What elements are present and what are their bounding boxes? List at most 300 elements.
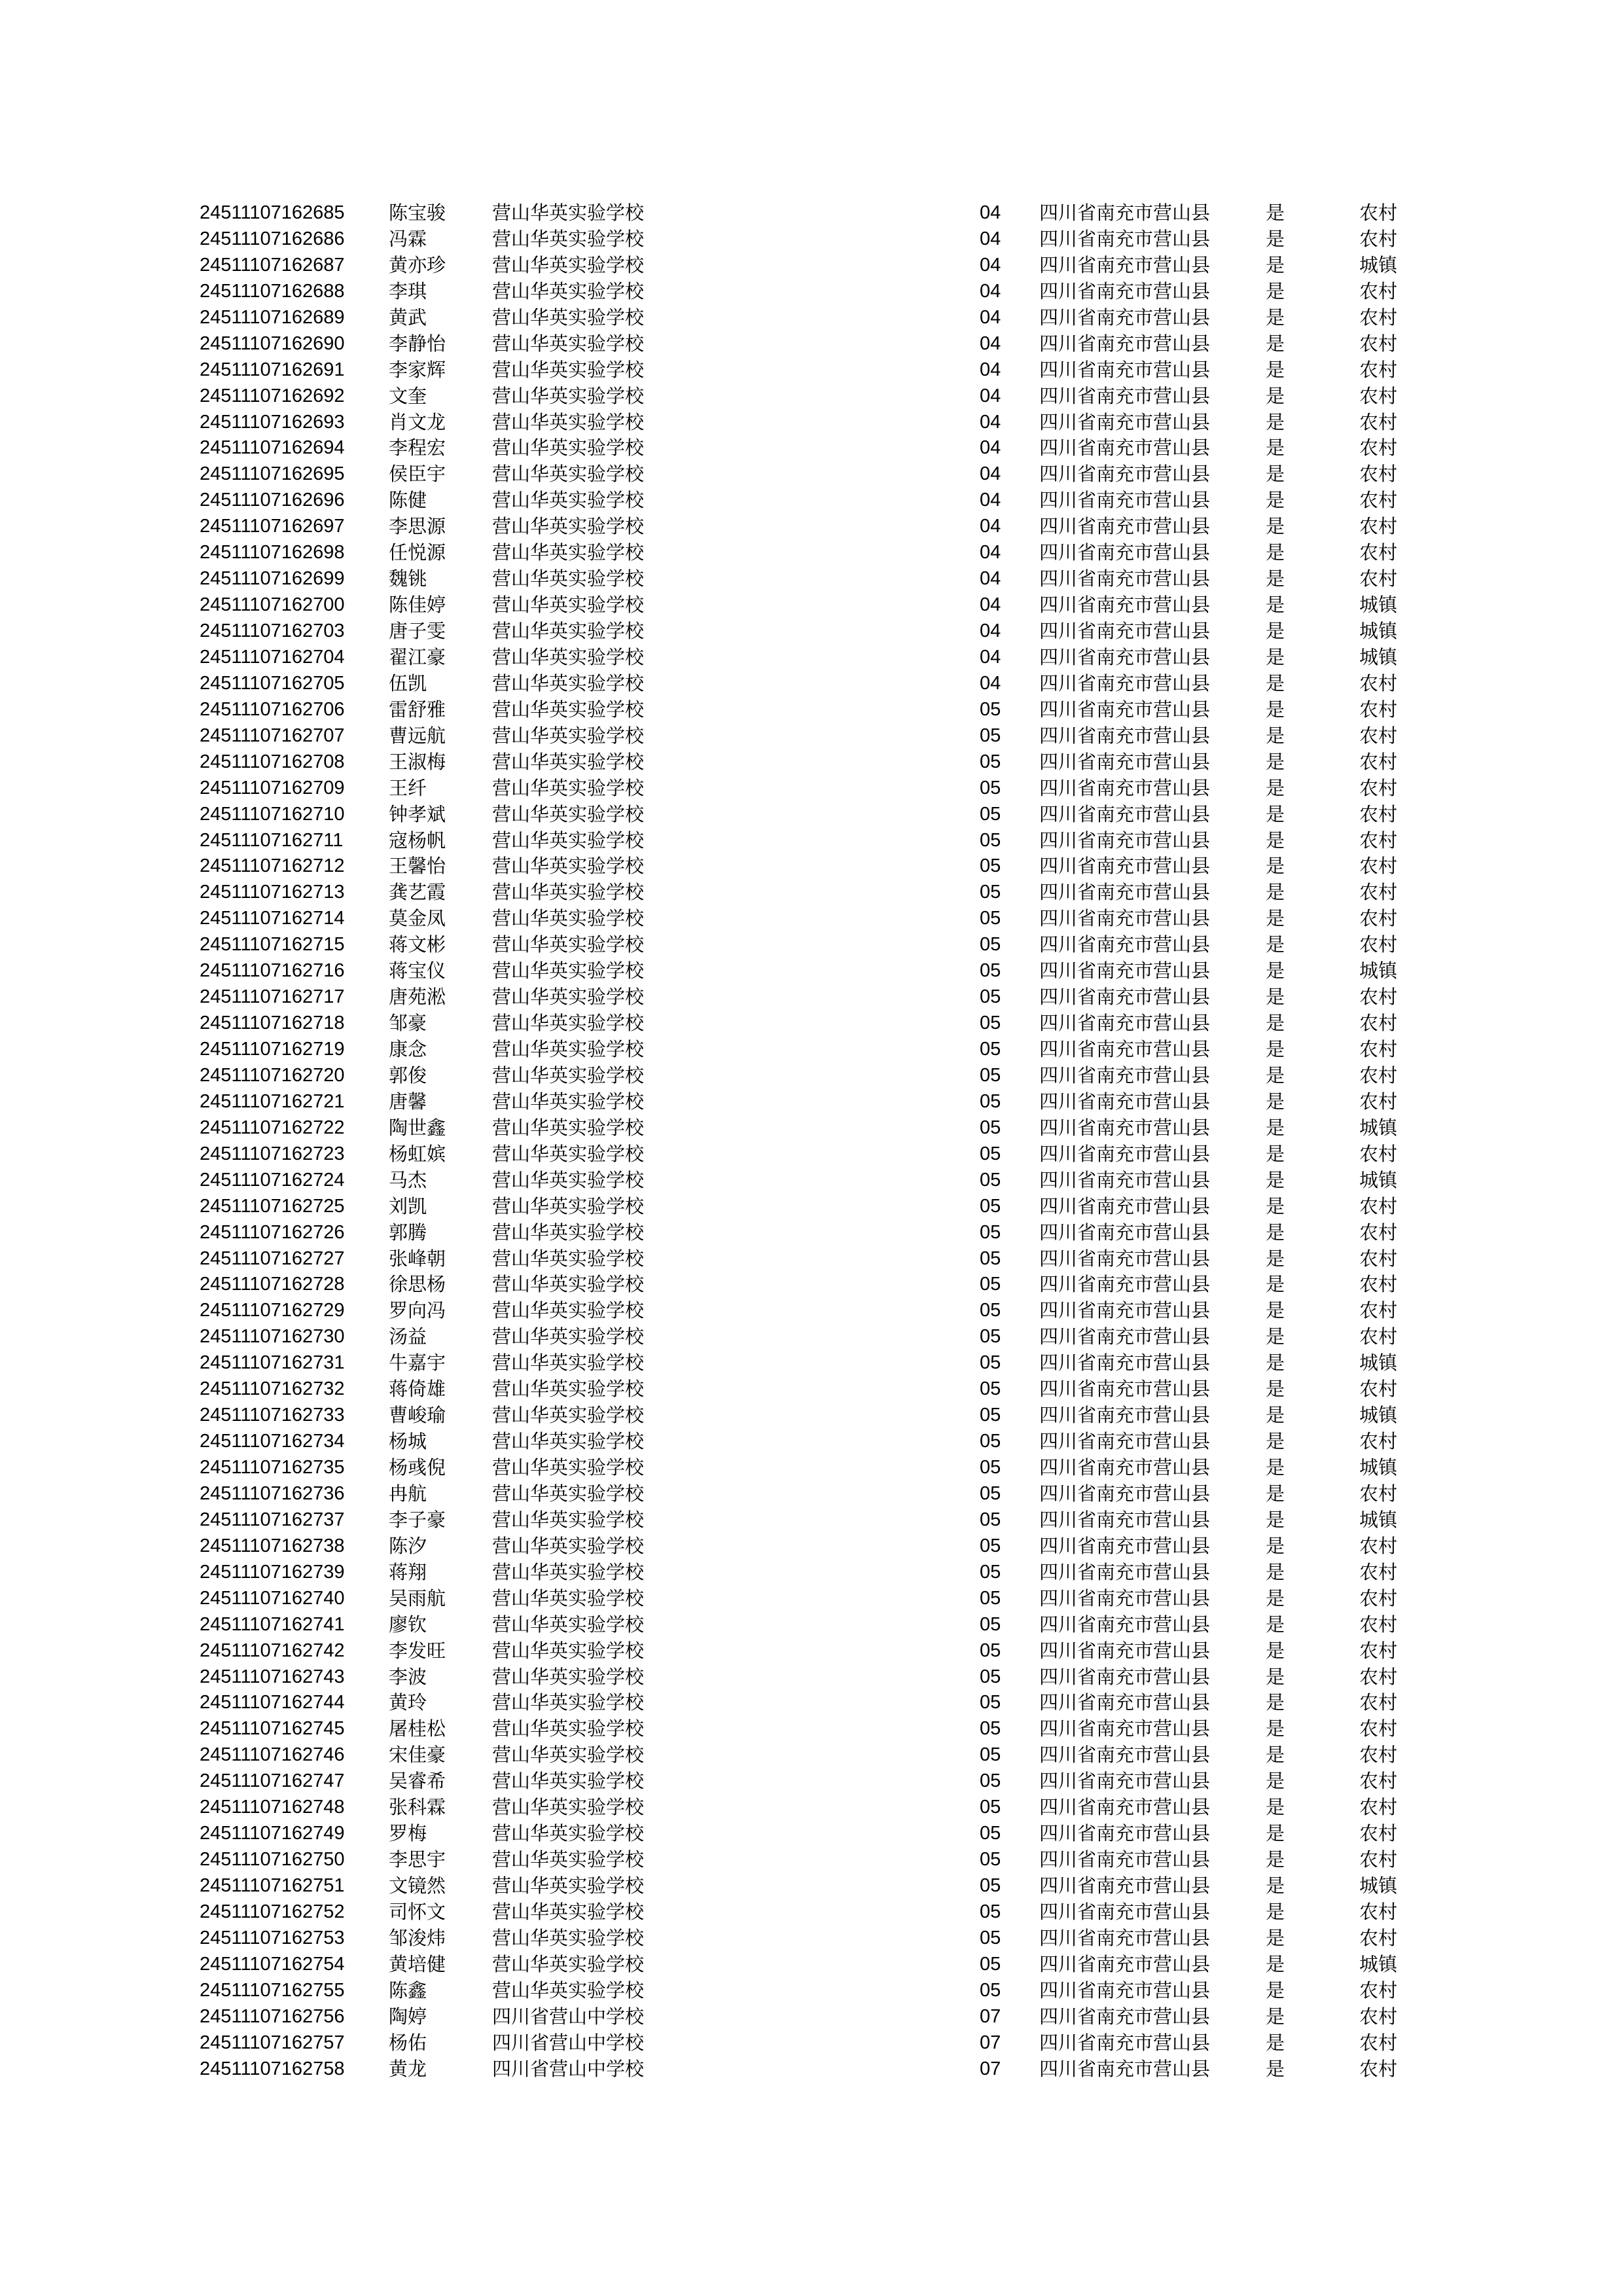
flag-cell: 是 <box>1266 1770 1285 1793</box>
student-name-cell: 郭俊 <box>389 1064 427 1086</box>
school-cell: 营山华英实验学校 <box>492 541 645 564</box>
table-row <box>0 1847 1623 1873</box>
code-cell: 05 <box>980 1378 1001 1400</box>
area-type-cell: 城镇 <box>1359 253 1398 276</box>
area-type-cell: 农村 <box>1359 1900 1398 1923</box>
student-name-cell: 黄培健 <box>389 1952 446 1975</box>
table-row <box>0 1037 1623 1063</box>
table-row <box>0 1978 1623 2004</box>
student-id-cell: 24511107162738 <box>200 1535 345 1556</box>
code-cell: 05 <box>980 1431 1001 1452</box>
table-row <box>0 1952 1623 1978</box>
student-name-cell: 陈鑫 <box>389 1979 427 2001</box>
table-row <box>0 671 1623 697</box>
region-cell: 四川省南充市营山县 <box>1039 1194 1211 1217</box>
table-row <box>0 1350 1623 1376</box>
region-cell: 四川省南充市营山县 <box>1039 515 1211 538</box>
table-row <box>0 305 1623 331</box>
student-name-cell: 唐子雯 <box>389 620 446 642</box>
region-cell: 四川省南充市营山县 <box>1039 1979 1211 2001</box>
code-cell: 05 <box>980 1927 1001 1948</box>
student-name-cell: 陶世鑫 <box>389 1116 446 1139</box>
student-name-cell: 寇杨帆 <box>389 829 446 852</box>
school-cell: 营山华英实验学校 <box>492 1848 645 1871</box>
table-row <box>0 592 1623 619</box>
school-cell: 营山华英实验学校 <box>492 306 645 329</box>
flag-cell: 是 <box>1266 1874 1285 1897</box>
student-name-cell: 李静怡 <box>389 332 446 355</box>
student-name-cell: 陈宝骏 <box>389 202 446 224</box>
student-name-cell: 司怀文 <box>389 1900 446 1923</box>
region-cell: 四川省南充市营山县 <box>1039 463 1211 486</box>
school-cell: 营山华英实验学校 <box>492 1717 645 1740</box>
region-cell: 四川省南充市营山县 <box>1039 1744 1211 1767</box>
student-id-cell: 24511107162712 <box>200 855 345 877</box>
student-name-cell: 唐馨 <box>389 1090 427 1113</box>
table-row <box>0 200 1623 226</box>
student-name-cell: 刘凯 <box>389 1194 427 1217</box>
code-cell: 05 <box>980 777 1001 798</box>
region-cell: 四川省南充市营山县 <box>1039 1534 1211 1557</box>
area-type-cell: 农村 <box>1359 202 1398 224</box>
flag-cell: 是 <box>1266 567 1285 590</box>
school-cell: 营山华英实验学校 <box>492 1691 645 1714</box>
flag-cell: 是 <box>1266 1508 1285 1531</box>
flag-cell: 是 <box>1266 1378 1285 1401</box>
flag-cell: 是 <box>1266 2031 1285 2054</box>
school-cell: 营山华英实验学校 <box>492 855 645 878</box>
student-name-cell: 汤益 <box>389 1325 427 1348</box>
student-name-cell: 李琪 <box>389 279 427 302</box>
school-cell: 营山华英实验学校 <box>492 960 645 982</box>
code-cell: 04 <box>980 672 1001 694</box>
area-type-cell: 城镇 <box>1359 1116 1398 1139</box>
school-cell: 营山华英实验学校 <box>492 1744 645 1767</box>
school-cell: 营山华英实验学校 <box>492 332 645 355</box>
area-type-cell: 城镇 <box>1359 1456 1398 1479</box>
area-type-cell: 农村 <box>1359 1979 1398 2001</box>
area-type-cell: 农村 <box>1359 1717 1398 1740</box>
student-id-cell: 24511107162724 <box>200 1169 345 1191</box>
school-cell: 营山华英实验学校 <box>492 802 645 825</box>
table-row <box>0 776 1623 802</box>
student-name-cell: 曹远航 <box>389 724 446 747</box>
student-id-cell: 24511107162753 <box>200 1927 345 1948</box>
code-cell: 04 <box>980 620 1001 641</box>
flag-cell: 是 <box>1266 1430 1285 1453</box>
table-row <box>0 932 1623 958</box>
region-cell: 四川省南充市营山县 <box>1039 437 1211 459</box>
school-cell: 四川省营山中学校 <box>492 2005 645 2028</box>
code-cell: 04 <box>980 411 1001 433</box>
school-cell: 四川省营山中学校 <box>492 2031 645 2054</box>
student-name-cell: 徐思杨 <box>389 1273 446 1296</box>
code-cell: 05 <box>980 1535 1001 1556</box>
region-cell: 四川省南充市营山县 <box>1039 279 1211 302</box>
region-cell: 四川省南充市营山县 <box>1039 1665 1211 1688</box>
flag-cell: 是 <box>1266 541 1285 564</box>
code-cell: 07 <box>980 2058 1001 2079</box>
flag-cell: 是 <box>1266 202 1285 224</box>
flag-cell: 是 <box>1266 933 1285 956</box>
student-name-cell: 文奎 <box>389 384 427 407</box>
area-type-cell: 农村 <box>1359 1691 1398 1714</box>
flag-cell: 是 <box>1266 1796 1285 1819</box>
code-cell: 05 <box>980 1064 1001 1086</box>
table-row <box>0 1298 1623 1324</box>
region-cell: 四川省南充市营山县 <box>1039 1560 1211 1583</box>
flag-cell: 是 <box>1266 1587 1285 1609</box>
school-cell: 营山华英实验学校 <box>492 1926 645 1949</box>
area-type-cell: 农村 <box>1359 2005 1398 2028</box>
flag-cell: 是 <box>1266 672 1285 694</box>
student-id-cell: 24511107162736 <box>200 1482 345 1504</box>
flag-cell: 是 <box>1266 1979 1285 2001</box>
student-name-cell: 雷舒雅 <box>389 698 446 721</box>
table-row <box>0 566 1623 592</box>
student-id-cell: 24511107162704 <box>200 646 345 668</box>
code-cell: 05 <box>980 1326 1001 1348</box>
student-name-cell: 马杰 <box>389 1168 427 1191</box>
code-cell: 05 <box>980 986 1001 1008</box>
code-cell: 04 <box>980 463 1001 485</box>
code-cell: 04 <box>980 594 1001 616</box>
student-id-cell: 24511107162741 <box>200 1613 345 1635</box>
region-cell: 四川省南充市营山县 <box>1039 960 1211 982</box>
flag-cell: 是 <box>1266 960 1285 982</box>
area-type-cell: 农村 <box>1359 1482 1398 1505</box>
flag-cell: 是 <box>1266 384 1285 407</box>
flag-cell: 是 <box>1266 1168 1285 1191</box>
flag-cell: 是 <box>1266 227 1285 250</box>
school-cell: 营山华英实验学校 <box>492 253 645 276</box>
flag-cell: 是 <box>1266 1325 1285 1348</box>
student-name-cell: 吴雨航 <box>389 1587 446 1609</box>
area-type-cell: 农村 <box>1359 802 1398 825</box>
flag-cell: 是 <box>1266 1012 1285 1035</box>
code-cell: 05 <box>980 1561 1001 1583</box>
student-table <box>0 200 1623 2083</box>
region-cell: 四川省南充市营山县 <box>1039 1168 1211 1191</box>
region-cell: 四川省南充市营山县 <box>1039 829 1211 852</box>
student-id-cell: 24511107162720 <box>200 1064 345 1086</box>
table-row <box>0 1586 1623 1612</box>
student-id-cell: 24511107162709 <box>200 777 345 798</box>
student-name-cell: 廖钦 <box>389 1613 427 1636</box>
code-cell: 05 <box>980 1143 1001 1164</box>
table-row <box>0 1063 1623 1089</box>
student-id-cell: 24511107162747 <box>200 1770 345 1792</box>
school-cell: 营山华英实验学校 <box>492 1665 645 1688</box>
student-id-cell: 24511107162740 <box>200 1587 345 1609</box>
region-cell: 四川省南充市营山县 <box>1039 1430 1211 1453</box>
area-type-cell: 农村 <box>1359 1822 1398 1845</box>
student-id-cell: 24511107162723 <box>200 1143 345 1164</box>
code-cell: 05 <box>980 1482 1001 1504</box>
table-row <box>0 828 1623 854</box>
area-type-cell: 城镇 <box>1359 594 1398 617</box>
table-row <box>0 253 1623 279</box>
student-id-cell: 24511107162755 <box>200 1979 345 2001</box>
code-cell: 05 <box>980 1875 1001 1896</box>
flag-cell: 是 <box>1266 489 1285 512</box>
table-row <box>0 1168 1623 1194</box>
region-cell: 四川省南充市营山县 <box>1039 1952 1211 1975</box>
area-type-cell: 农村 <box>1359 1430 1398 1453</box>
region-cell: 四川省南充市营山县 <box>1039 410 1211 433</box>
student-id-cell: 24511107162727 <box>200 1247 345 1269</box>
table-row <box>0 619 1623 645</box>
flag-cell: 是 <box>1266 253 1285 276</box>
region-cell: 四川省南充市营山县 <box>1039 1482 1211 1505</box>
student-id-cell: 24511107162734 <box>200 1431 345 1452</box>
region-cell: 四川省南充市营山县 <box>1039 2057 1211 2080</box>
table-row <box>0 2056 1623 2083</box>
code-cell: 05 <box>980 1640 1001 1661</box>
code-cell: 05 <box>980 1405 1001 1426</box>
region-cell: 四川省南充市营山县 <box>1039 1822 1211 1845</box>
table-row <box>0 1272 1623 1298</box>
code-cell: 05 <box>980 1221 1001 1243</box>
student-name-cell: 邹浚炜 <box>389 1926 446 1949</box>
flag-cell: 是 <box>1266 855 1285 878</box>
code-cell: 05 <box>980 1117 1001 1138</box>
code-cell: 05 <box>980 1770 1001 1792</box>
region-cell: 四川省南充市营山县 <box>1039 620 1211 642</box>
code-cell: 04 <box>980 254 1001 276</box>
student-id-cell: 24511107162756 <box>200 2005 345 2027</box>
area-type-cell: 农村 <box>1359 541 1398 564</box>
flag-cell: 是 <box>1266 645 1285 668</box>
area-type-cell: 农村 <box>1359 1534 1398 1557</box>
student-name-cell: 黄玲 <box>389 1691 427 1714</box>
flag-cell: 是 <box>1266 1639 1285 1662</box>
school-cell: 营山华英实验学校 <box>492 515 645 538</box>
table-row <box>0 1742 1623 1768</box>
region-cell: 四川省南充市营山县 <box>1039 1221 1211 1244</box>
student-id-cell: 24511107162719 <box>200 1039 345 1060</box>
table-row <box>0 1926 1623 1952</box>
code-cell: 04 <box>980 568 1001 590</box>
student-id-cell: 24511107162732 <box>200 1378 345 1400</box>
code-cell: 05 <box>980 698 1001 720</box>
code-cell: 05 <box>980 1953 1001 1975</box>
table-row <box>0 1089 1623 1115</box>
code-cell: 05 <box>980 1979 1001 2001</box>
code-cell: 04 <box>980 202 1001 223</box>
region-cell: 四川省南充市营山县 <box>1039 2031 1211 2054</box>
region-cell: 四川省南充市营山县 <box>1039 332 1211 355</box>
region-cell: 四川省南充市营山县 <box>1039 1273 1211 1296</box>
flag-cell: 是 <box>1266 829 1285 852</box>
code-cell: 07 <box>980 2005 1001 2027</box>
code-cell: 07 <box>980 2032 1001 2053</box>
school-cell: 营山华英实验学校 <box>492 1090 645 1113</box>
school-cell: 营山华英实验学校 <box>492 933 645 956</box>
student-id-cell: 24511107162745 <box>200 1718 345 1740</box>
flag-cell: 是 <box>1266 1482 1285 1505</box>
code-cell: 05 <box>980 1718 1001 1740</box>
area-type-cell: 农村 <box>1359 437 1398 459</box>
code-cell: 05 <box>980 1013 1001 1034</box>
area-type-cell: 农村 <box>1359 332 1398 355</box>
table-row <box>0 723 1623 749</box>
student-id-cell: 24511107162737 <box>200 1509 345 1530</box>
flag-cell: 是 <box>1266 1665 1285 1688</box>
student-name-cell: 李发旺 <box>389 1639 446 1662</box>
table-row <box>0 958 1623 984</box>
school-cell: 营山华英实验学校 <box>492 1325 645 1348</box>
table-row <box>0 853 1623 880</box>
school-cell: 营山华英实验学校 <box>492 1560 645 1583</box>
student-name-cell: 张科霖 <box>389 1796 446 1819</box>
table-row <box>0 2030 1623 2056</box>
region-cell: 四川省南充市营山县 <box>1039 306 1211 329</box>
student-id-cell: 24511107162742 <box>200 1640 345 1661</box>
area-type-cell: 农村 <box>1359 515 1398 538</box>
student-id-cell: 24511107162700 <box>200 594 345 616</box>
student-name-cell: 牛嘉宇 <box>389 1352 446 1374</box>
student-id-cell: 24511107162744 <box>200 1692 345 1713</box>
table-row <box>0 1115 1623 1141</box>
student-name-cell: 翟江豪 <box>389 645 446 668</box>
school-cell: 营山华英实验学校 <box>492 1430 645 1453</box>
student-id-cell: 24511107162699 <box>200 568 345 590</box>
table-row <box>0 1716 1623 1742</box>
table-row <box>0 1429 1623 1455</box>
student-id-cell: 24511107162718 <box>200 1013 345 1034</box>
code-cell: 04 <box>980 280 1001 302</box>
code-cell: 05 <box>980 803 1001 825</box>
school-cell: 营山华英实验学校 <box>492 1064 645 1086</box>
code-cell: 05 <box>980 1509 1001 1530</box>
school-cell: 营山华英实验学校 <box>492 1456 645 1479</box>
flag-cell: 是 <box>1266 1848 1285 1871</box>
code-cell: 05 <box>980 1274 1001 1295</box>
flag-cell: 是 <box>1266 1404 1285 1427</box>
school-cell: 营山华英实验学校 <box>492 1012 645 1035</box>
flag-cell: 是 <box>1266 724 1285 747</box>
region-cell: 四川省南充市营山县 <box>1039 1613 1211 1636</box>
region-cell: 四川省南充市营山县 <box>1039 933 1211 956</box>
code-cell: 04 <box>980 542 1001 564</box>
table-row <box>0 279 1623 305</box>
student-id-cell: 24511107162694 <box>200 437 345 459</box>
area-type-cell: 农村 <box>1359 1770 1398 1793</box>
table-row <box>0 1664 1623 1691</box>
student-name-cell: 张峰朝 <box>389 1247 446 1270</box>
flag-cell: 是 <box>1266 1221 1285 1244</box>
area-type-cell: 农村 <box>1359 1142 1398 1165</box>
student-id-cell: 24511107162689 <box>200 306 345 328</box>
region-cell: 四川省南充市营山县 <box>1039 1247 1211 1270</box>
area-type-cell: 农村 <box>1359 881 1398 904</box>
code-cell: 05 <box>980 1090 1001 1112</box>
area-type-cell: 农村 <box>1359 567 1398 590</box>
area-type-cell: 农村 <box>1359 750 1398 773</box>
school-cell: 营山华英实验学校 <box>492 776 645 799</box>
flag-cell: 是 <box>1266 1900 1285 1923</box>
school-cell: 营山华英实验学校 <box>492 202 645 224</box>
student-id-cell: 24511107162697 <box>200 516 345 537</box>
student-id-cell: 24511107162690 <box>200 332 345 354</box>
region-cell: 四川省南充市营山县 <box>1039 1456 1211 1479</box>
student-name-cell: 李子豪 <box>389 1508 446 1531</box>
region-cell: 四川省南充市营山县 <box>1039 1587 1211 1609</box>
student-name-cell: 蒋文彬 <box>389 933 446 956</box>
table-row <box>0 697 1623 723</box>
region-cell: 四川省南充市营山县 <box>1039 1064 1211 1086</box>
student-id-cell: 24511107162754 <box>200 1953 345 1975</box>
region-cell: 四川省南充市营山县 <box>1039 1900 1211 1923</box>
student-name-cell: 黄武 <box>389 306 427 329</box>
student-id-cell: 24511107162721 <box>200 1090 345 1112</box>
school-cell: 营山华英实验学校 <box>492 358 645 381</box>
school-cell: 营山华英实验学校 <box>492 1378 645 1401</box>
flag-cell: 是 <box>1266 802 1285 825</box>
code-cell: 05 <box>980 882 1001 903</box>
student-name-cell: 李思源 <box>389 515 446 538</box>
code-cell: 05 <box>980 829 1001 851</box>
area-type-cell: 城镇 <box>1359 620 1398 642</box>
region-cell: 四川省南充市营山县 <box>1039 1038 1211 1060</box>
student-name-cell: 屠桂松 <box>389 1717 446 1740</box>
student-id-cell: 24511107162708 <box>200 751 345 772</box>
table-row <box>0 1821 1623 1847</box>
region-cell: 四川省南充市营山县 <box>1039 384 1211 407</box>
area-type-cell: 农村 <box>1359 829 1398 852</box>
school-cell: 营山华英实验学校 <box>492 594 645 617</box>
code-cell: 05 <box>980 1247 1001 1269</box>
student-id-cell: 24511107162748 <box>200 1797 345 1818</box>
student-id-cell: 24511107162757 <box>200 2032 345 2053</box>
student-name-cell: 陈健 <box>389 489 427 512</box>
school-cell: 营山华英实验学校 <box>492 1142 645 1165</box>
student-name-cell: 王纤 <box>389 776 427 799</box>
student-id-cell: 24511107162710 <box>200 803 345 825</box>
code-cell: 05 <box>980 1195 1001 1217</box>
student-id-cell: 24511107162692 <box>200 385 345 406</box>
table-row <box>0 357 1623 384</box>
school-cell: 营山华英实验学校 <box>492 1613 645 1636</box>
area-type-cell: 城镇 <box>1359 645 1398 668</box>
school-cell: 营山华英实验学校 <box>492 986 645 1009</box>
table-row <box>0 226 1623 253</box>
table-row <box>0 1560 1623 1586</box>
table-row <box>0 1324 1623 1350</box>
code-cell: 05 <box>980 1823 1001 1844</box>
region-cell: 四川省南充市营山县 <box>1039 672 1211 694</box>
school-cell: 营山华英实验学校 <box>492 1299 645 1322</box>
student-name-cell: 陶婷 <box>389 2005 427 2028</box>
flag-cell: 是 <box>1266 776 1285 799</box>
area-type-cell: 农村 <box>1359 933 1398 956</box>
table-row <box>0 984 1623 1011</box>
region-cell: 四川省南充市营山县 <box>1039 202 1211 224</box>
region-cell: 四川省南充市营山县 <box>1039 541 1211 564</box>
area-type-cell: 农村 <box>1359 1064 1398 1086</box>
school-cell: 营山华英实验学校 <box>492 1587 645 1609</box>
area-type-cell: 农村 <box>1359 1194 1398 1217</box>
student-id-cell: 24511107162691 <box>200 359 345 380</box>
table-row <box>0 906 1623 932</box>
region-cell: 四川省南充市营山县 <box>1039 986 1211 1009</box>
table-row <box>0 1638 1623 1664</box>
student-id-cell: 24511107162729 <box>200 1300 345 1321</box>
student-id-cell: 24511107162746 <box>200 1744 345 1766</box>
school-cell: 四川省营山中学校 <box>492 2057 645 2080</box>
area-type-cell: 农村 <box>1359 1639 1398 1662</box>
